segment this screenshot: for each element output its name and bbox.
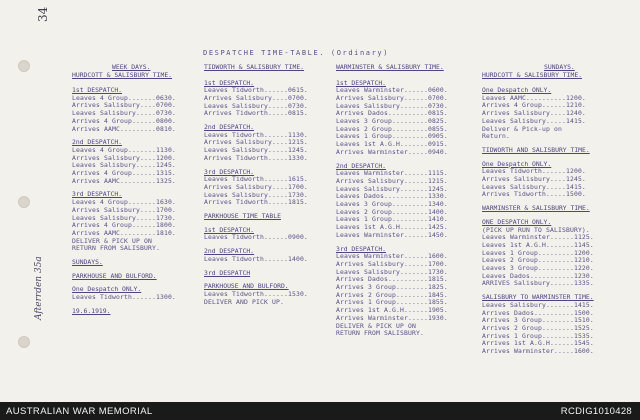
schedule-line: Return. [482, 132, 510, 141]
column-header: SUNDAYS. [544, 63, 575, 71]
section-heading: One Despatch ONLY. [72, 285, 142, 294]
schedule-line: Leaves 1st A.G.H.......1145. [482, 240, 594, 249]
schedule-lines [336, 253, 448, 338]
schedule-lines [204, 87, 308, 118]
schedule-line: Arrives Dados..........1815. [336, 275, 448, 284]
schedule-line: RETURN FROM SALISBURY. [72, 244, 160, 253]
schedule-line: Leaves Tidworth......1615. [204, 175, 308, 184]
section-heading: WARMINSTER & SALISBURY TIME. [482, 204, 590, 213]
schedule-lines [72, 294, 176, 302]
punch-hole [18, 196, 30, 208]
schedule-lines [72, 199, 176, 253]
section-heading: TIDWORTH AND SALISBURY TIME. [482, 145, 590, 154]
section-heading: 1st DESPATCH. [204, 78, 255, 87]
schedule-line: RETURN FROM SALISBURY. [336, 329, 424, 338]
schedule-line: Leaves Salisbury.......0730. [336, 101, 448, 110]
section-heading: 3rd DESPATCH. [72, 190, 123, 199]
schedule-line: Arrives Tidworth.....1500. [482, 190, 586, 199]
schedule-line: Leaves 1st A.G.H.......0915. [336, 140, 448, 149]
schedule-line: Leaves Tidworth......0615. [204, 86, 308, 95]
column-hurdcott-weekdays [72, 64, 176, 316]
section-heading: ONE DESPATCH ONLY. [482, 217, 552, 226]
column-header: HURDCOTT & SALISBURY TIME. [482, 70, 583, 79]
schedule-lines [336, 87, 448, 156]
schedule-line: Arrives Dados..........0815. [336, 109, 448, 118]
schedule-line: Leaves Salisbury.....1730. [204, 190, 308, 199]
schedule-line: Arrives Salisbury......0700. [336, 93, 448, 102]
section-heading: SUNDAYS. [72, 258, 103, 267]
schedule-line: Leaves Salisbury.....1245. [72, 161, 176, 170]
schedule-line: Deliver & Pick-up on [482, 124, 562, 133]
schedule-line: Arrives Warminster.....0940. [336, 147, 448, 156]
schedule-line: Leaves Salisbury.....1415. [482, 116, 586, 125]
punch-holes [18, 0, 30, 402]
schedule-line: Arrives 2 Group........1845. [336, 290, 448, 299]
schedule-line: Leaves Warminster......1450. [336, 230, 448, 239]
schedule-line: Arrives 4 Group......0800. [72, 116, 176, 125]
schedule-lines [482, 95, 594, 141]
schedule-line: Arrives 2 Group........1525. [482, 323, 594, 332]
schedule-line: Arrives AAMC.........0810. [72, 124, 176, 133]
section-heading: 2nd DESPATCH. [72, 138, 123, 147]
schedule-lines [482, 168, 594, 199]
schedule-lines [204, 256, 308, 264]
schedule-line: Leaves Tidworth......1530. [204, 289, 308, 298]
schedule-line: Arrives 1 Group........1535. [482, 331, 594, 340]
section-heading: 3rd DESPATCH. [336, 244, 387, 253]
schedule-lines [72, 147, 176, 186]
punch-hole [18, 336, 30, 348]
punch-hole [18, 60, 30, 72]
schedule-line: Leaves Salisbury.......1730. [336, 267, 448, 276]
schedule-line: Leaves Dados...........1330. [336, 192, 448, 201]
section-heading: 19.6.1919. [72, 306, 111, 315]
section-heading: One Despatch ONLY. [482, 86, 552, 94]
schedule-line: Arrives 4 Group......1315. [72, 169, 176, 178]
schedule-line: (PICK UP RUN TO SALISBURY). [482, 225, 590, 234]
schedule-line: Leaves 4 Group.......1630. [72, 198, 176, 207]
schedule-line: Leaves 1 Group.........1410. [336, 215, 448, 224]
column-header: WARMINSTER & SALISBURY TIME. [336, 63, 444, 71]
schedule-line: Leaves Warminster......1125. [482, 233, 594, 242]
schedule-line: Leaves Dados...........1230. [482, 271, 594, 280]
schedule-line: Arrives 3 Group........1825. [336, 283, 448, 292]
schedule-line: Leaves Warminster......1115. [336, 169, 448, 178]
column-tidworth [204, 64, 308, 306]
schedule-line: Arrives Salisbury....1215. [204, 138, 308, 147]
column-header: WEEK DAYS. [112, 63, 151, 71]
schedule-line: Leaves Tidworth......1130. [204, 130, 308, 139]
footer-record-id: RCDIG1010428 [560, 406, 632, 417]
schedule-line: Leaves 3 Group.........1340. [336, 200, 448, 209]
schedule-line: Leaves Salisbury.......1245. [336, 184, 448, 193]
schedule-line: Arrives 4 Group......1800. [72, 221, 176, 230]
schedule-lines [204, 291, 308, 306]
schedule-line: Leaves Salisbury.....0730. [204, 101, 308, 110]
footer-institution: AUSTRALIAN WAR MEMORIAL [6, 406, 153, 417]
schedule-line: Leaves 1st A.G.H.......1425. [336, 223, 448, 232]
schedule-line: Leaves 2 Group.........1400. [336, 207, 448, 216]
schedule-line: Leaves Tidworth......1400. [204, 254, 308, 263]
schedule-line: Leaves Warminster......1600. [336, 252, 448, 261]
schedule-line: Arrives Warminster.....1930. [336, 313, 448, 322]
document-title: DESPATCHE TIME-TABLE. (Ordinary) [203, 49, 390, 57]
schedule-line: Arrives Salisbury....0700. [72, 101, 176, 110]
footer-bar [0, 402, 640, 420]
schedule-line: Leaves 1 Group.........1200. [482, 248, 594, 257]
schedule-line: Arrives AAMC.........1325. [72, 176, 176, 185]
section-heading: One Despatch ONLY. [482, 159, 552, 168]
schedule-line: Leaves 1 Group.........0905. [336, 132, 448, 141]
schedule-lines [482, 227, 594, 289]
schedule-line: Leaves 2 Group.........0855. [336, 124, 448, 133]
schedule-line: Leaves 4 Group.......0630. [72, 93, 176, 102]
section-heading: 2nd DESPATCH. [204, 123, 255, 132]
schedule-line: Arrives Tidworth.....0815. [204, 109, 308, 118]
schedule-line: Arrives Salisbury....1200. [72, 153, 176, 162]
schedule-lines [204, 176, 308, 207]
schedule-line: Arrives 1 Group........1855. [336, 298, 448, 307]
section-heading: 1st DESPATCH. [72, 86, 123, 94]
schedule-line: Leaves 3 Group.........1220. [482, 264, 594, 273]
column-sundays [482, 64, 594, 356]
section-heading: 1st DESPATCH. [204, 225, 255, 234]
handwritten-side-note: Afterrden 35a [34, 256, 44, 320]
schedule-line: Arrives Salisbury....1700. [204, 182, 308, 191]
column-header: HURDCOTT & SALISBURY TIME. [72, 70, 173, 79]
schedule-line: Arrives Salisbury....1245. [482, 175, 586, 184]
section-heading: 1st DESPATCH. [336, 78, 387, 87]
schedule-line: Leaves Salisbury.....1730. [72, 213, 176, 222]
schedule-lines [72, 95, 176, 134]
schedule-line: Leaves Tidworth......1200. [482, 167, 586, 176]
schedule-line: Arrives Salisbury......1215. [336, 176, 448, 185]
schedule-line: DELIVER & PICK UP ON [72, 236, 152, 245]
section-heading: 3rd DESPATCH [204, 268, 251, 277]
schedule-line: Arrives 1st A.G.H......1545. [482, 339, 594, 348]
section-heading: 2nd DESPATCH. [204, 247, 255, 256]
schedule-line: Arrives Salisbury....1240. [482, 109, 586, 118]
schedule-line: Arrives Tidworth.....1815. [204, 198, 308, 207]
section-heading: PARKHOUSE TIME TABLE [204, 212, 281, 221]
page-number: 34 [36, 6, 50, 22]
schedule-line: Arrives 1st A.G.H......1905. [336, 306, 448, 315]
schedule-line: Leaves Warminster......0600. [336, 86, 448, 95]
schedule-line: Arrives AAMC.........1810. [72, 228, 176, 237]
section-heading: 3rd DESPATCH. [204, 167, 255, 176]
schedule-line: Arrives Dados..........1500. [482, 308, 594, 317]
schedule-lines [204, 234, 308, 242]
column-header: TIDWORTH & SALISBURY TIME. [204, 63, 305, 71]
schedule-line: Leaves Salisbury.....1245. [204, 146, 308, 155]
schedule-line: Leaves Tidworth......1300. [72, 293, 176, 302]
schedule-line: DELIVER & PICK UP ON [336, 321, 416, 330]
schedule-line: Leaves AAMC..........1200. [482, 93, 586, 102]
schedule-line: ARRIVES Salisbury......1335. [482, 279, 594, 288]
schedule-line: Arrives Tidworth.....1330. [204, 153, 308, 162]
schedule-line: Leaves 2 Group.........1210. [482, 256, 594, 265]
schedule-line: Leaves 3 Group.........0825. [336, 117, 448, 126]
schedule-line: DELIVER AND PICK UP. [204, 297, 284, 306]
column-warminster [336, 64, 448, 338]
section-heading: 2nd DESPATCH. [336, 161, 387, 170]
schedule-line: Leaves Salisbury.......1415. [482, 300, 594, 309]
schedule-line: Arrives Salisbury....1700. [72, 205, 176, 214]
schedule-line: Leaves 4 Group.......1130. [72, 145, 176, 154]
schedule-lines [336, 170, 448, 239]
schedule-line: Arrives 4 Group......1210. [482, 101, 586, 110]
schedule-line: Arrives Salisbury....0700. [204, 93, 308, 102]
schedule-line: Leaves Tidworth......0900. [204, 233, 308, 242]
schedule-lines [204, 132, 308, 163]
schedule-line: Leaves Salisbury.....0730. [72, 109, 176, 118]
schedule-line: Arrives Warminster.....1600. [482, 347, 594, 356]
schedule-line: Arrives 3 Group........1510. [482, 316, 594, 325]
section-heading: PARKHOUSE AND BULFORD. [204, 282, 289, 291]
section-heading: SALISBURY TO WARMINSTER TIME. [482, 293, 594, 302]
schedule-line: Arrives Salisbury......1700. [336, 259, 448, 268]
section-heading: PARKHOUSE AND BULFORD. [72, 271, 157, 280]
schedule-lines [482, 302, 594, 356]
schedule-line: Leaves Salisbury.....1415. [482, 182, 586, 191]
